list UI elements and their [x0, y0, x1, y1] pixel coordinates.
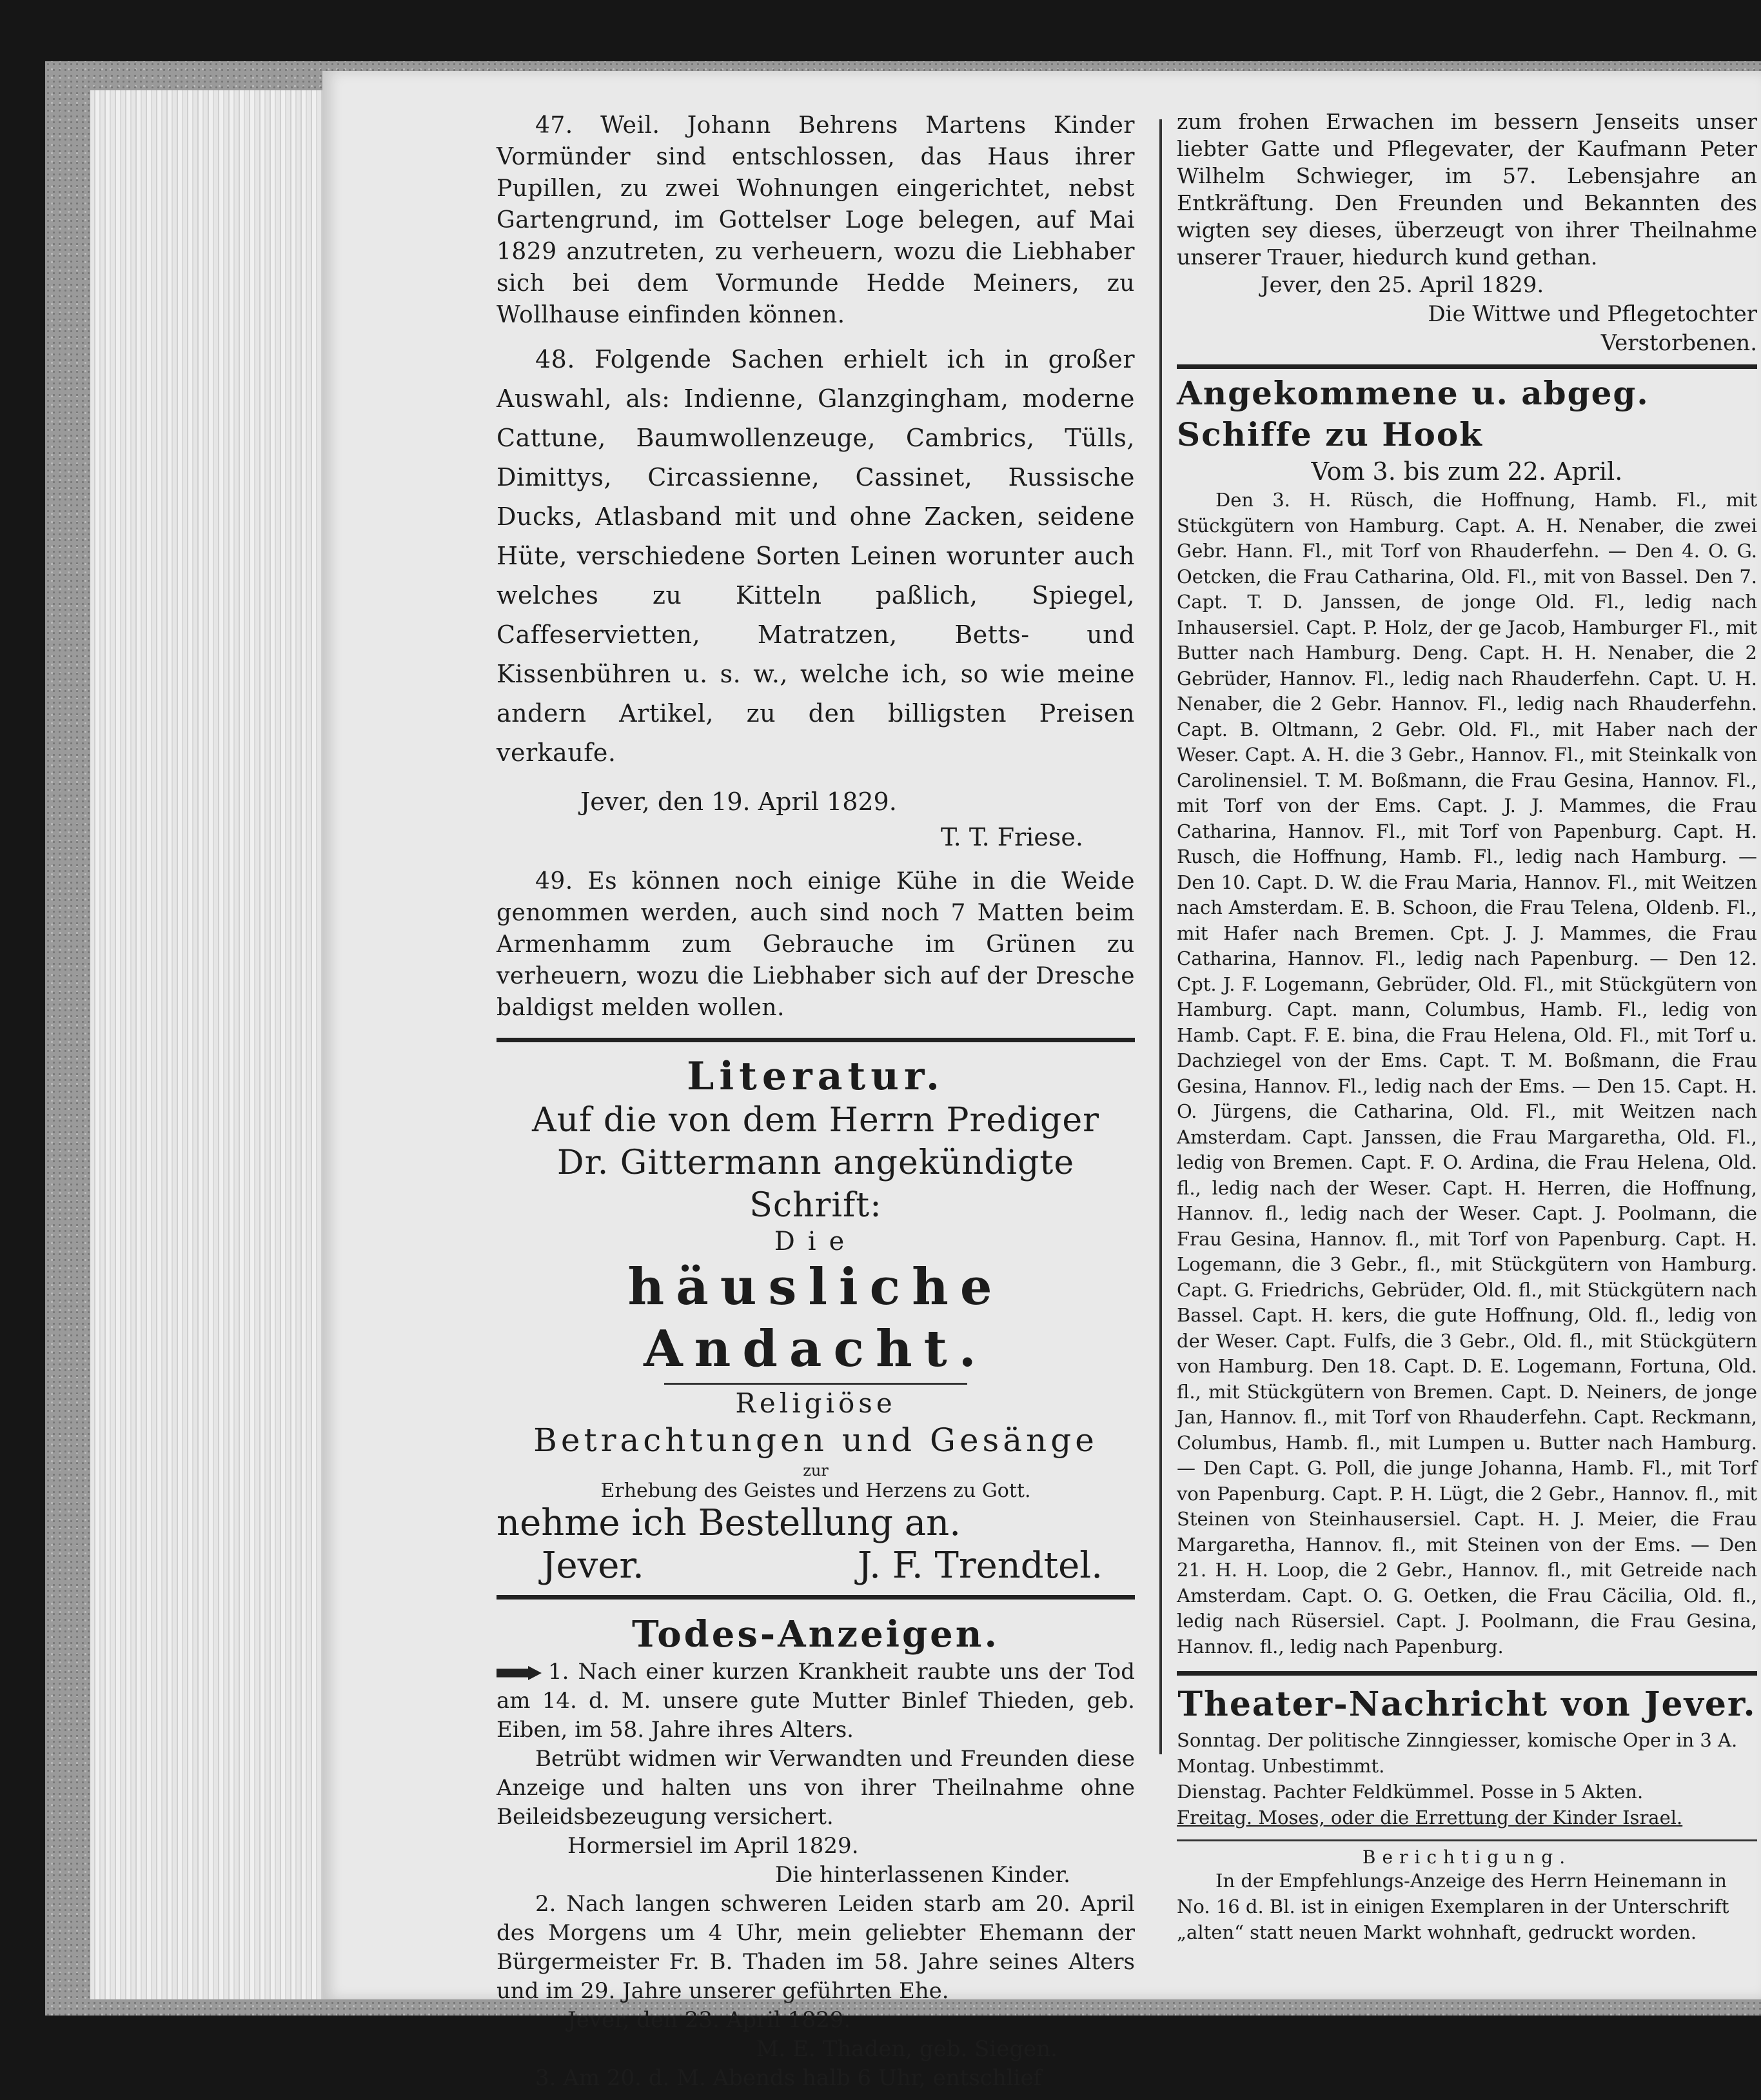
notice-47: [497, 110, 1135, 331]
literatur-line-1: Auf die von dem Herrn Prediger: [532, 1101, 1099, 1140]
notice-48: [497, 340, 1135, 773]
book-title: häusliche Andacht.: [627, 1258, 1004, 1378]
right-column: [1177, 108, 1757, 1945]
notice-text: Folgende Sachen erhielt ich in großer Auswahl, als: Indienne, Glanzgingham, moderne Cattune, Baumwollenzeuge, Cambrics, Tülls, Dimittys, Circassienne, Cassinet, Russische Ducks, Atlasband mit und ohne Zacken, seidene Hüte, verschiedene Sorten Leinen worunter auch welches zu Kitteln paßlich, Spiegel, Caffeservietten, Matratzen, Betts- und Kissenbühren u. s. w., welche ich, so wie meine andern Artikel, zu den billigsten Preisen verkaufe.: [497, 345, 1135, 767]
notice-number: 48.: [535, 345, 575, 373]
literatur-line-2: Dr. Gittermann angekündigte Schrift:: [556, 1144, 1075, 1225]
notice-number: 2.: [535, 1891, 556, 1917]
section-divider: [1177, 364, 1757, 369]
theater-row: Sonntag. Der politische Zinngiesser, komische Oper in 3 A.: [1177, 1729, 1738, 1751]
notice-49: [497, 866, 1135, 1024]
column-rule: [1159, 119, 1162, 1754]
literatur-die: Die: [774, 1227, 858, 1256]
notice-text: Nach einer kurzen Krankheit raubte uns der Tod am 14. d. M. unsere gute Mutter Binlef Thieden, geb. Eiben, im 58. Jahre ihres Alters.: [497, 1659, 1136, 1743]
place-date: Hormersiel im April 1829.: [567, 1833, 859, 1859]
death-notice-continued: zum frohen Erwachen im bessern Jenseits unser liebter Gatte und Pflegevater, der Kaufmann Peter Wilhelm Schwieger, im 57. Lebensjahre an Entkräftung. Den Freunden und Bekannten des wigten sey dieses, überzeugt von ihrer Theilnahme unserer Trauer, hiedurch kund gethan.: [1177, 109, 1757, 270]
place-date: Jever, den 25. April 1829.: [1261, 272, 1544, 298]
literatur-order: nehme ich Bestellung an.: [497, 1502, 961, 1544]
literatur-place: Jever.: [542, 1545, 644, 1587]
signature-line-2: Verstorbenen.: [1600, 330, 1757, 356]
death-notice-2: [497, 1890, 1135, 2006]
theater-section: [1177, 1682, 1757, 1830]
place-date: Jever, den 23. April 1829.: [567, 2007, 851, 2033]
signature: M. E. Thaden, geb. Siegen.: [756, 2036, 1058, 2062]
notice-text: Weil. Johann Behrens Martens Kinder Vormünder sind entschlossen, das Haus ihrer Pupillen, zu zwei Wohnungen eingerichtet, nebst Gartengrund, im Gottelser Loge belegen, auf Mai 1829 anzutreten, zu verheuern, wozu die Liebhaber sich bei dem Vormunde Hedde Meiners, zu Wollhause einfinden können.: [497, 112, 1135, 328]
notice-number: 1.: [548, 1659, 569, 1685]
signature: T. T. Friese.: [940, 823, 1083, 851]
place-date: Jever, den 19. April 1829.: [580, 788, 897, 816]
literatur-seller: J. F. Trendtel.: [858, 1545, 1103, 1587]
page-edges: [90, 90, 322, 1999]
notice-text: Am 20. d. M. Abends halb 6 Uhr, entschlief: [563, 2065, 1042, 2091]
signature-line-1: Die Wittwe und Pflegetochter: [1428, 301, 1757, 327]
notice-text: Betrübt widmen wir Verwandten und Freunden diese Anzeige und halten uns von ihrer Theilnahme ohne Beileidsbezeugung versichert.: [497, 1746, 1135, 1830]
section-divider: [497, 1595, 1135, 1600]
notice-text: Es können noch einige Kühe in die Weide genommen werden, auch sind noch 7 Matten beim Armenhamm zum Gebrauche im Grünen zu verheuern, wozu die Liebhaber sich auf der Dresche baldigst melden wollen.: [497, 868, 1135, 1021]
divider: [664, 1383, 967, 1385]
todes-section: [497, 1611, 1135, 2093]
notice-number: 3.: [535, 2065, 556, 2091]
death-notice-3: [497, 2064, 1135, 2093]
section-divider: [1177, 1839, 1757, 1841]
ships-list: Den 3. H. Rüsch, die Hoffnung, Hamb. Fl., mit Stückgütern von Hamburg. Capt. A. H. Nenaber, die zwei Gebr. Hann. Fl., mit Torf von Rhauderfehn. — Den 4. O. G. Oetcken, die Frau Catharina, Old. Fl., mit von Bassel. Den 7. Capt. T. D. Janssen, de jonge Old. Fl., ledig nach Inhausersiel. Capt. P. Holz, der ge Jacob, Hamburger Fl., mit Butter nach Hamburg. Deng. Capt. H. H. Nenaber, die 2 Gebrüder, Hannov. Fl., ledig nach Rhauderfehn. Capt. U. H. Nenaber, die 2 Gebr. Hannov. Fl., ledig nach Rhauderfehn. Capt. B. Oltmann, 2 Gebr. Old. Fl., mit Haber nach der Weser. Capt. A. H. die 3 Gebr., Hannov. Fl., mit Steinkalk von Carolinensiel. T. M. Boßmann, die Frau Gesina, Hannov. Fl., mit Torf von der Ems. Capt. J. J. Mammes, die Frau Catharina, Hannov. Fl., mit Torf von Papenburg. Capt. H. Rusch, die Hoffnung, Hamb. Fl., ledig nach Hamburg. — Den 10. Capt. D. W. die Frau Maria, Hannov. Fl., mit Weitzen nach Amsterdam. E. B. Schoon, die Frau Telena, Oldenb. Fl., mit Hafer nach Bremen. Cpt. J. J. Mammes, die Frau Catharina, Hannov. Fl., ledig nach Papenburg. — Den 12. Cpt. J. F. Logemann, Gebrüder, Old. Fl., mit Stückgütern von Hamburg. Capt. mann, Columbus, Hamb. Fl., ledig von Hamb. Capt. F. E. bina, die Frau Helena, Old. Fl., mit Torf u. Dachziegel von der Ems. Capt. T. M. Boßmann, die Frau Gesina, Hannov. Fl., ledig nach der Ems. — Den 15. Capt. H. O. Jürgens, die Catharina, Old. Fl., mit Weitzen nach Amsterdam. Capt. Janssen, die Frau Margaretha, Old. Fl., ledig von Bremen. Capt. F. O. Ardina, die Frau Helena, Old. fl., ledig nach der Weser. Capt. H. Herren, die Hoffnung, Hannov. fl., ledig nach der Weser. Capt. J. Poolmann, die Frau Gesina, Hannov. fl., mit Torf von Papenburg. Capt. H. Logemann, die 3 Gebr., fl., mit Stückgütern von Hamburg. Capt. G. Friedrichs, Gebrüder, Old. fl., mit Stückgütern nach Bassel. Capt. H. kers, die gute Hoffnung, Old. fl., ledig von der Weser. Capt. Fulfs, die 3 Gebr., Old. fl., mit Stückgütern von Hamburg. Den 18. Capt. D. E. Logemann, Fortuna, Old. fl., mit Stückgütern von Bremen. Capt. D. Neiners, de jonge Jan, Hannov. fl., mit Torf von Rhauderfehn. Capt. Reckmann, Columbus, Hamb. fl., mit Lumpen u. Butter nach Hamburg. — Den Capt. G. Poll, die junge Johanna, Hamb. Fl., mit Torf von Papenburg. Capt. P. H. Lügt, die 2 Gebr., Hannov. fl., mit Steinen von Steinhausersiel. Capt. H. J. Meier, die Frau Margaretha, Hannov. fl., mit Steinen von der Ems. — Den 21. H. H. Loop, die 2 Gebr., Hannov. fl., mit Getreide nach Amsterdam. Capt. O. G. Oetken, die Frau Cäcilia, Old. fl., ledig nach Rüsersiel. Capt. J. Poolmann, die Frau Gesina, Hannov. fl., ledig nach Papenburg.: [1177, 489, 1757, 1658]
theater-row: Montag. Unbestimmt.: [1177, 1755, 1385, 1777]
section-heading: Berichtigung.: [1362, 1847, 1572, 1868]
left-column: [497, 110, 1135, 2093]
literatur-section: [497, 1054, 1135, 1587]
correction-section: [1177, 1847, 1757, 1945]
section-heading: Theater-Nachricht von Jever.: [1177, 1685, 1756, 1724]
literatur-betrachtungen: Betrachtungen und Gesänge: [533, 1421, 1098, 1459]
section-divider: [497, 1038, 1135, 1042]
notice-text: Nach langen schweren Leiden starb am 20. April des Morgens um 4 Uhr, mein geliebter Ehemann der Bürgermeister Fr. B. Thaden im 58. Jahre seines Alters und im 29. Jahre unserer geführten Ehe.: [497, 1891, 1135, 2004]
theater-row: Freitag. Moses, oder die Errettung der Kinder Israel.: [1177, 1807, 1683, 1828]
notice-number: 47.: [535, 112, 573, 139]
theater-row: Dienstag. Pachter Feldkümmel. Posse in 5 Akten.: [1177, 1781, 1644, 1803]
correction-text: In der Empfehlungs-Anzeige des Herrn Heinemann in No. 16 d. Bl. ist in einigen Exemplaren in der Unterschrift „alten“ statt neuen Markt wohnhaft, gedruckt worden.: [1177, 1870, 1729, 1943]
signature: Die hinterlassenen Kinder.: [774, 1862, 1070, 1888]
literatur-zur: zur: [803, 1461, 829, 1480]
ships-section: [1177, 373, 1757, 1659]
notice-number: 49.: [535, 868, 573, 895]
section-divider: [1177, 1671, 1757, 1676]
death-notice-1: [497, 1658, 1135, 1745]
section-heading: Literatur.: [687, 1054, 945, 1099]
literatur-erhebung: Erhebung des Geistes und Herzens zu Gott.: [600, 1480, 1031, 1502]
literatur-signature-row: [497, 1545, 1135, 1587]
section-heading: Angekommene u. abgeg. Schiffe zu Hook: [1177, 374, 1649, 453]
pointing-hand-icon: [497, 1666, 542, 1680]
ships-date-range: Vom 3. bis zum 22. April.: [1311, 457, 1623, 486]
literatur-religiose: Religiöse: [735, 1387, 896, 1419]
section-heading: Todes-Anzeigen.: [631, 1613, 999, 1656]
